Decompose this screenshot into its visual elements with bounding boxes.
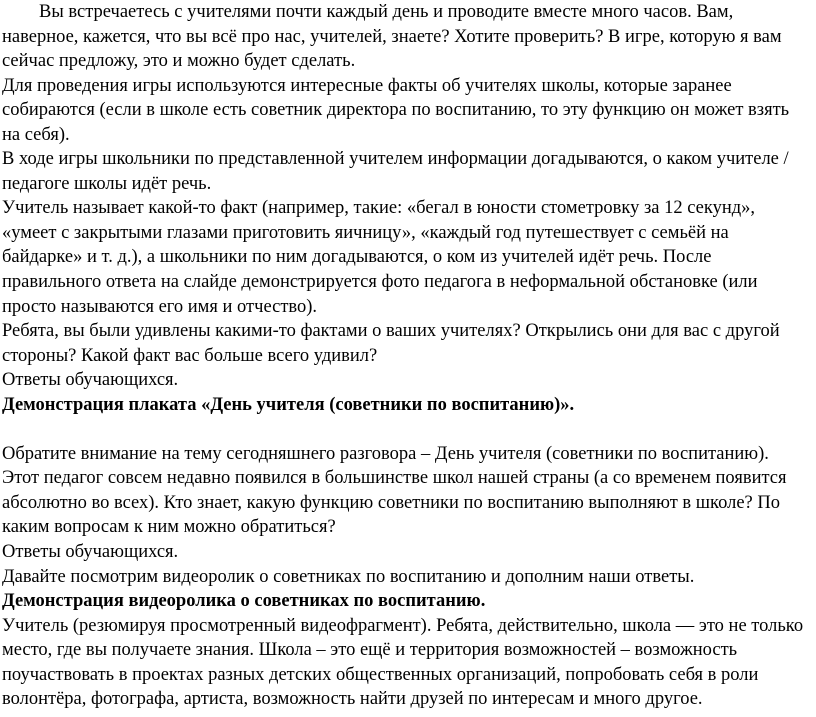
student-answers-label: Ответы обучающихся. <box>2 542 179 563</box>
intro-paragraph: Вы встречаетесь с учителями почти каждый день и проводите вместе много часов. Вам, наверное, кажется, что вы всё про нас, учителей, знаете? Хотите проверить? В игре, которую я вам сейчас предложу, это и можно будет сделать. <box>2 2 782 72</box>
topic-paragraph: Обратите внимание на тему сегодняшнего разговора – День учителя (советники по воспитанию). Этот педагог совсем недавно появился в большинстве школ нашей страны (а со временем появится абсолютно во всех). Кто знает, какую функцию советники по воспитанию выполняют в школе? По каким вопросам к ним можно обратиться? <box>2 443 787 538</box>
discussion-question-paragraph: Ребята, вы были удивлены какими-то фактами о ваших учителях? Открылись они для вас с другой стороны? Какой факт вас больше всего удивил? <box>2 321 780 366</box>
paragraph-spacer <box>2 417 810 442</box>
poster-demo-heading: Демонстрация плаката «День учителя (советники по воспитанию)». <box>2 394 575 415</box>
game-preparation-paragraph: Для проведения игры используются интересные факты об учителях школы, которые заранее собираются (если в школе есть советник директора по воспитанию, то эту функцию он может взять на себя). <box>2 75 790 145</box>
game-facts-paragraph: Учитель называет какой-то факт (например, такие: «бегал в юности стометровку за 12 секунд», «умеет с закрытыми глазами приготовить яичницу», «каждый год путешествует с семьёй на байдарке» и т. д.), а школьники по ним догадываются, о ком из учителей идёт речь. После правильного ответа на слайде демонстрируется фото педагога в неформальной обстановке (или просто называются его имя и отчество). <box>2 198 758 317</box>
video-intro-paragraph: Давайте посмотрим видеоролик о советниках по воспитанию и дополним наши ответы. <box>2 566 695 587</box>
video-demo-heading: Демонстрация видеоролика о советниках по воспитанию. <box>2 591 486 612</box>
student-answers-label: Ответы обучающихся. <box>2 370 179 391</box>
game-rules-paragraph: В ходе игры школьники по представленной учителем информации догадываются, о каком учителе / педагоге школы идёт речь. <box>2 149 789 194</box>
summary-paragraph: Учитель (резюмируя просмотренный видеофрагмент). Ребята, действительно, школа — это не только место, где вы получаете знания. Школа – это ещё и территория возможностей – возможность поучаствовать в проектах разных детских общественных организаций, попробовать себя в роли волонтёра, фотографа, артиста, возможность найти друзей по интересам и много другое. <box>2 615 804 710</box>
